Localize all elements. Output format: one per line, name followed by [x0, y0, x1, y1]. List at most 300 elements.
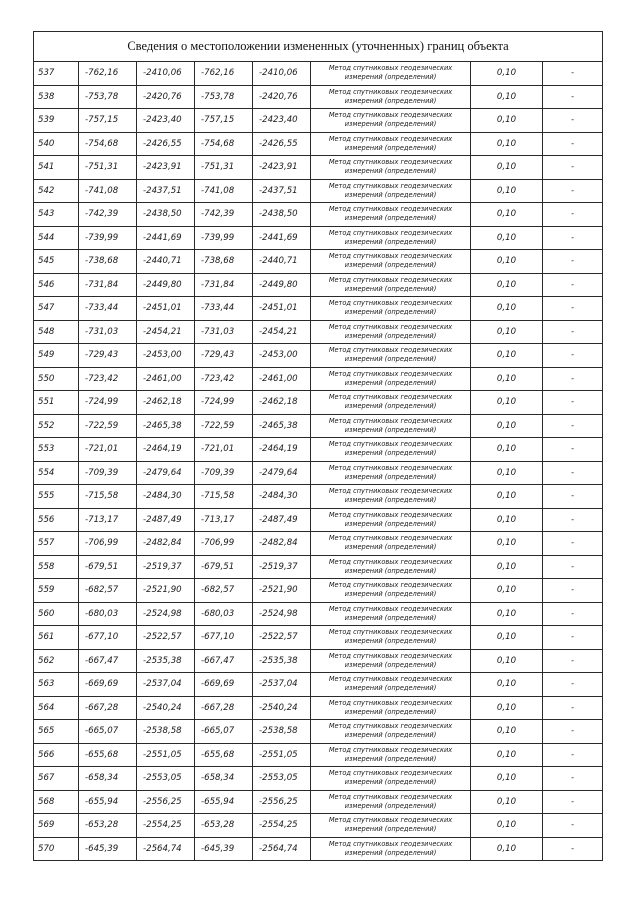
refined-x-cell: -741,08: [195, 179, 253, 203]
table-row: [34, 720, 603, 744]
note-cell: -: [543, 720, 603, 744]
method-cell: Метод спутниковых геодезических измерений (определений): [311, 320, 471, 344]
note-cell: -: [543, 579, 603, 603]
note-cell: -: [543, 344, 603, 368]
refined-y-cell: -2482,84: [253, 532, 311, 556]
method-cell: Метод спутниковых геодезических измерений (определений): [311, 837, 471, 861]
existing-x-cell: -715,58: [79, 485, 137, 509]
existing-y-cell: -2522,57: [137, 626, 195, 650]
refined-x-cell: -653,28: [195, 814, 253, 838]
refined-y-cell: -2437,51: [253, 179, 311, 203]
refined-x-cell: -709,39: [195, 461, 253, 485]
table-row: [34, 391, 603, 415]
point-number-cell: 550: [34, 367, 79, 391]
point-number-cell: 552: [34, 414, 79, 438]
point-number-cell: 553: [34, 438, 79, 462]
point-number-cell: 545: [34, 250, 79, 274]
refined-x-cell: -680,03: [195, 602, 253, 626]
point-number-cell: 538: [34, 85, 79, 109]
method-cell: Метод спутниковых геодезических измерений (определений): [311, 743, 471, 767]
refined-y-cell: -2537,04: [253, 673, 311, 697]
table-row: [34, 344, 603, 368]
table-row: [34, 767, 603, 791]
existing-y-cell: -2423,40: [137, 109, 195, 133]
refined-y-cell: -2453,00: [253, 344, 311, 368]
refined-x-cell: -733,44: [195, 297, 253, 321]
precision-cell: 0,10: [471, 438, 543, 462]
table-row: [34, 132, 603, 156]
table-row: [34, 649, 603, 673]
refined-y-cell: -2564,74: [253, 837, 311, 861]
refined-y-cell: -2540,24: [253, 696, 311, 720]
refined-x-cell: -665,07: [195, 720, 253, 744]
existing-y-cell: -2551,05: [137, 743, 195, 767]
table-row: [34, 626, 603, 650]
refined-x-cell: -722,59: [195, 414, 253, 438]
method-cell: Метод спутниковых геодезических измерений (определений): [311, 555, 471, 579]
note-cell: -: [543, 508, 603, 532]
existing-x-cell: -658,34: [79, 767, 137, 791]
method-cell: Метод спутниковых геодезических измерений (определений): [311, 532, 471, 556]
refined-x-cell: -731,03: [195, 320, 253, 344]
precision-cell: 0,10: [471, 344, 543, 368]
existing-x-cell: -713,17: [79, 508, 137, 532]
refined-x-cell: -677,10: [195, 626, 253, 650]
refined-x-cell: -729,43: [195, 344, 253, 368]
refined-y-cell: -2462,18: [253, 391, 311, 415]
table-row: [34, 673, 603, 697]
note-cell: -: [543, 250, 603, 274]
refined-y-cell: -2438,50: [253, 203, 311, 227]
point-number-cell: 548: [34, 320, 79, 344]
refined-y-cell: -2522,57: [253, 626, 311, 650]
point-number-cell: 565: [34, 720, 79, 744]
method-cell: Метод спутниковых геодезических измерений (определений): [311, 226, 471, 250]
precision-cell: 0,10: [471, 132, 543, 156]
method-cell: Метод спутниковых геодезических измерений (определений): [311, 602, 471, 626]
refined-x-cell: -667,47: [195, 649, 253, 673]
point-number-cell: 564: [34, 696, 79, 720]
note-cell: -: [543, 226, 603, 250]
precision-cell: 0,10: [471, 602, 543, 626]
point-number-cell: 544: [34, 226, 79, 250]
point-number-cell: 566: [34, 743, 79, 767]
existing-x-cell: -731,03: [79, 320, 137, 344]
precision-cell: 0,10: [471, 508, 543, 532]
method-cell: Метод спутниковых геодезических измерений (определений): [311, 485, 471, 509]
existing-x-cell: -667,47: [79, 649, 137, 673]
existing-x-cell: -645,39: [79, 837, 137, 861]
table-row: [34, 743, 603, 767]
existing-y-cell: -2438,50: [137, 203, 195, 227]
refined-x-cell: -667,28: [195, 696, 253, 720]
table-title-row: [34, 32, 603, 62]
note-cell: -: [543, 156, 603, 180]
precision-cell: 0,10: [471, 555, 543, 579]
note-cell: -: [543, 532, 603, 556]
existing-x-cell: -724,99: [79, 391, 137, 415]
existing-y-cell: -2461,00: [137, 367, 195, 391]
note-cell: -: [543, 62, 603, 86]
table-row: [34, 532, 603, 556]
method-cell: Метод спутниковых геодезических измерений (определений): [311, 508, 471, 532]
note-cell: -: [543, 391, 603, 415]
table-row: [34, 837, 603, 861]
existing-y-cell: -2521,90: [137, 579, 195, 603]
note-cell: -: [543, 602, 603, 626]
refined-y-cell: -2524,98: [253, 602, 311, 626]
refined-y-cell: -2556,25: [253, 790, 311, 814]
precision-cell: 0,10: [471, 109, 543, 133]
note-cell: -: [543, 743, 603, 767]
boundary-coordinates-table: [33, 31, 603, 861]
table-row: [34, 555, 603, 579]
precision-cell: 0,10: [471, 532, 543, 556]
refined-x-cell: -757,15: [195, 109, 253, 133]
existing-x-cell: -738,68: [79, 250, 137, 274]
table-row: [34, 250, 603, 274]
point-number-cell: 542: [34, 179, 79, 203]
table-row: [34, 367, 603, 391]
note-cell: -: [543, 461, 603, 485]
refined-x-cell: -753,78: [195, 85, 253, 109]
method-cell: Метод спутниковых геодезических измерений (определений): [311, 626, 471, 650]
refined-x-cell: -682,57: [195, 579, 253, 603]
existing-x-cell: -680,03: [79, 602, 137, 626]
existing-y-cell: -2454,21: [137, 320, 195, 344]
precision-cell: 0,10: [471, 743, 543, 767]
table-row: [34, 156, 603, 180]
point-number-cell: 557: [34, 532, 79, 556]
refined-y-cell: -2465,38: [253, 414, 311, 438]
precision-cell: 0,10: [471, 696, 543, 720]
existing-y-cell: -2437,51: [137, 179, 195, 203]
refined-y-cell: -2426,55: [253, 132, 311, 156]
precision-cell: 0,10: [471, 391, 543, 415]
existing-y-cell: -2423,91: [137, 156, 195, 180]
table-title: Сведения о местоположении измененных (уточненных) границ объекта: [34, 32, 603, 62]
point-number-cell: 554: [34, 461, 79, 485]
note-cell: -: [543, 555, 603, 579]
precision-cell: 0,10: [471, 814, 543, 838]
refined-x-cell: -762,16: [195, 62, 253, 86]
refined-x-cell: -723,42: [195, 367, 253, 391]
note-cell: -: [543, 649, 603, 673]
method-cell: Метод спутниковых геодезических измерений (определений): [311, 367, 471, 391]
existing-y-cell: -2465,38: [137, 414, 195, 438]
refined-y-cell: -2410,06: [253, 62, 311, 86]
existing-y-cell: -2453,00: [137, 344, 195, 368]
point-number-cell: 568: [34, 790, 79, 814]
existing-x-cell: -721,01: [79, 438, 137, 462]
existing-x-cell: -741,08: [79, 179, 137, 203]
point-number-cell: 537: [34, 62, 79, 86]
method-cell: Метод спутниковых геодезических измерений (определений): [311, 767, 471, 791]
existing-y-cell: -2420,76: [137, 85, 195, 109]
refined-y-cell: -2535,38: [253, 649, 311, 673]
method-cell: Метод спутниковых геодезических измерений (определений): [311, 579, 471, 603]
precision-cell: 0,10: [471, 790, 543, 814]
point-number-cell: 562: [34, 649, 79, 673]
refined-x-cell: -713,17: [195, 508, 253, 532]
refined-x-cell: -731,84: [195, 273, 253, 297]
point-number-cell: 546: [34, 273, 79, 297]
existing-x-cell: -762,16: [79, 62, 137, 86]
existing-y-cell: -2487,49: [137, 508, 195, 532]
existing-y-cell: -2535,38: [137, 649, 195, 673]
table-row: [34, 320, 603, 344]
existing-x-cell: -667,28: [79, 696, 137, 720]
method-cell: Метод спутниковых геодезических измерений (определений): [311, 391, 471, 415]
precision-cell: 0,10: [471, 250, 543, 274]
refined-x-cell: -655,68: [195, 743, 253, 767]
method-cell: Метод спутниковых геодезических измерений (определений): [311, 696, 471, 720]
refined-y-cell: -2551,05: [253, 743, 311, 767]
existing-x-cell: -753,78: [79, 85, 137, 109]
note-cell: -: [543, 297, 603, 321]
table-row: [34, 203, 603, 227]
point-number-cell: 551: [34, 391, 79, 415]
existing-x-cell: -723,42: [79, 367, 137, 391]
refined-x-cell: -751,31: [195, 156, 253, 180]
note-cell: -: [543, 132, 603, 156]
point-number-cell: 549: [34, 344, 79, 368]
refined-y-cell: -2449,80: [253, 273, 311, 297]
existing-y-cell: -2479,64: [137, 461, 195, 485]
refined-y-cell: -2538,58: [253, 720, 311, 744]
existing-y-cell: -2482,84: [137, 532, 195, 556]
point-number-cell: 556: [34, 508, 79, 532]
point-number-cell: 540: [34, 132, 79, 156]
point-number-cell: 559: [34, 579, 79, 603]
refined-y-cell: -2479,64: [253, 461, 311, 485]
precision-cell: 0,10: [471, 673, 543, 697]
existing-x-cell: -665,07: [79, 720, 137, 744]
note-cell: -: [543, 790, 603, 814]
existing-y-cell: -2426,55: [137, 132, 195, 156]
existing-y-cell: -2440,71: [137, 250, 195, 274]
table-row: [34, 414, 603, 438]
existing-x-cell: -742,39: [79, 203, 137, 227]
point-number-cell: 541: [34, 156, 79, 180]
refined-y-cell: -2461,00: [253, 367, 311, 391]
existing-y-cell: -2553,05: [137, 767, 195, 791]
existing-x-cell: -757,15: [79, 109, 137, 133]
refined-x-cell: -715,58: [195, 485, 253, 509]
existing-x-cell: -754,68: [79, 132, 137, 156]
note-cell: -: [543, 85, 603, 109]
table-row: [34, 790, 603, 814]
refined-y-cell: -2521,90: [253, 579, 311, 603]
method-cell: Метод спутниковых геодезических измерений (определений): [311, 203, 471, 227]
precision-cell: 0,10: [471, 179, 543, 203]
precision-cell: 0,10: [471, 203, 543, 227]
method-cell: Метод спутниковых геодезических измерений (определений): [311, 673, 471, 697]
method-cell: Метод спутниковых геодезических измерений (определений): [311, 344, 471, 368]
precision-cell: 0,10: [471, 414, 543, 438]
table-row: [34, 485, 603, 509]
existing-x-cell: -655,94: [79, 790, 137, 814]
refined-y-cell: -2487,49: [253, 508, 311, 532]
existing-y-cell: -2554,25: [137, 814, 195, 838]
method-cell: Метод спутниковых геодезических измерений (определений): [311, 461, 471, 485]
method-cell: Метод спутниковых геодезических измерений (определений): [311, 109, 471, 133]
table-row: [34, 602, 603, 626]
existing-y-cell: -2484,30: [137, 485, 195, 509]
note-cell: -: [543, 273, 603, 297]
precision-cell: 0,10: [471, 62, 543, 86]
refined-x-cell: -658,34: [195, 767, 253, 791]
refined-x-cell: -721,01: [195, 438, 253, 462]
refined-x-cell: -706,99: [195, 532, 253, 556]
existing-y-cell: -2462,18: [137, 391, 195, 415]
method-cell: Метод спутниковых геодезических измерений (определений): [311, 250, 471, 274]
note-cell: -: [543, 814, 603, 838]
precision-cell: 0,10: [471, 649, 543, 673]
method-cell: Метод спутниковых геодезических измерений (определений): [311, 62, 471, 86]
existing-y-cell: -2449,80: [137, 273, 195, 297]
method-cell: Метод спутниковых геодезических измерений (определений): [311, 132, 471, 156]
refined-x-cell: -724,99: [195, 391, 253, 415]
existing-y-cell: -2410,06: [137, 62, 195, 86]
method-cell: Метод спутниковых геодезических измерений (определений): [311, 273, 471, 297]
precision-cell: 0,10: [471, 320, 543, 344]
point-number-cell: 561: [34, 626, 79, 650]
existing-y-cell: -2556,25: [137, 790, 195, 814]
existing-x-cell: -677,10: [79, 626, 137, 650]
refined-x-cell: -655,94: [195, 790, 253, 814]
existing-x-cell: -655,68: [79, 743, 137, 767]
table-row: [34, 297, 603, 321]
method-cell: Метод спутниковых геодезических измерений (определений): [311, 414, 471, 438]
existing-y-cell: -2540,24: [137, 696, 195, 720]
point-number-cell: 563: [34, 673, 79, 697]
note-cell: -: [543, 485, 603, 509]
existing-x-cell: -706,99: [79, 532, 137, 556]
note-cell: -: [543, 367, 603, 391]
existing-x-cell: -729,43: [79, 344, 137, 368]
method-cell: Метод спутниковых геодезических измерений (определений): [311, 720, 471, 744]
refined-y-cell: -2440,71: [253, 250, 311, 274]
precision-cell: 0,10: [471, 485, 543, 509]
point-number-cell: 558: [34, 555, 79, 579]
note-cell: -: [543, 626, 603, 650]
precision-cell: 0,10: [471, 626, 543, 650]
existing-x-cell: -653,28: [79, 814, 137, 838]
method-cell: Метод спутниковых геодезических измерений (определений): [311, 790, 471, 814]
existing-x-cell: -679,51: [79, 555, 137, 579]
method-cell: Метод спутниковых геодезических измерений (определений): [311, 438, 471, 462]
precision-cell: 0,10: [471, 226, 543, 250]
table-row: [34, 461, 603, 485]
table-row: [34, 508, 603, 532]
existing-y-cell: -2451,01: [137, 297, 195, 321]
refined-y-cell: -2451,01: [253, 297, 311, 321]
document-sheet: [33, 31, 602, 861]
precision-cell: 0,10: [471, 579, 543, 603]
table-row: [34, 579, 603, 603]
refined-y-cell: -2441,69: [253, 226, 311, 250]
refined-x-cell: -742,39: [195, 203, 253, 227]
existing-x-cell: -709,39: [79, 461, 137, 485]
table-row: [34, 62, 603, 86]
refined-x-cell: -739,99: [195, 226, 253, 250]
refined-x-cell: -679,51: [195, 555, 253, 579]
existing-y-cell: -2441,69: [137, 226, 195, 250]
refined-y-cell: -2553,05: [253, 767, 311, 791]
note-cell: -: [543, 109, 603, 133]
refined-y-cell: -2454,21: [253, 320, 311, 344]
existing-y-cell: -2524,98: [137, 602, 195, 626]
existing-y-cell: -2564,74: [137, 837, 195, 861]
table-row: [34, 438, 603, 462]
existing-x-cell: -733,44: [79, 297, 137, 321]
point-number-cell: 567: [34, 767, 79, 791]
existing-x-cell: -669,69: [79, 673, 137, 697]
table-body: [34, 62, 603, 861]
point-number-cell: 539: [34, 109, 79, 133]
table-row: [34, 696, 603, 720]
note-cell: -: [543, 320, 603, 344]
point-number-cell: 569: [34, 814, 79, 838]
precision-cell: 0,10: [471, 720, 543, 744]
precision-cell: 0,10: [471, 273, 543, 297]
refined-y-cell: -2484,30: [253, 485, 311, 509]
refined-y-cell: -2554,25: [253, 814, 311, 838]
point-number-cell: 555: [34, 485, 79, 509]
refined-y-cell: -2464,19: [253, 438, 311, 462]
method-cell: Метод спутниковых геодезических измерений (определений): [311, 814, 471, 838]
method-cell: Метод спутниковых геодезических измерений (определений): [311, 179, 471, 203]
existing-x-cell: -722,59: [79, 414, 137, 438]
note-cell: -: [543, 179, 603, 203]
method-cell: Метод спутниковых геодезических измерений (определений): [311, 297, 471, 321]
method-cell: Метод спутниковых геодезических измерений (определений): [311, 156, 471, 180]
refined-x-cell: -669,69: [195, 673, 253, 697]
precision-cell: 0,10: [471, 156, 543, 180]
point-number-cell: 543: [34, 203, 79, 227]
existing-y-cell: -2464,19: [137, 438, 195, 462]
table-row: [34, 179, 603, 203]
existing-x-cell: -751,31: [79, 156, 137, 180]
note-cell: -: [543, 696, 603, 720]
precision-cell: 0,10: [471, 297, 543, 321]
refined-x-cell: -645,39: [195, 837, 253, 861]
precision-cell: 0,10: [471, 837, 543, 861]
method-cell: Метод спутниковых геодезических измерений (определений): [311, 649, 471, 673]
note-cell: -: [543, 438, 603, 462]
existing-x-cell: -731,84: [79, 273, 137, 297]
point-number-cell: 547: [34, 297, 79, 321]
note-cell: -: [543, 414, 603, 438]
table-row: [34, 273, 603, 297]
table-row: [34, 814, 603, 838]
precision-cell: 0,10: [471, 461, 543, 485]
table-row: [34, 109, 603, 133]
point-number-cell: 570: [34, 837, 79, 861]
note-cell: -: [543, 837, 603, 861]
refined-x-cell: -738,68: [195, 250, 253, 274]
refined-x-cell: -754,68: [195, 132, 253, 156]
note-cell: -: [543, 673, 603, 697]
table-row: [34, 226, 603, 250]
refined-y-cell: -2420,76: [253, 85, 311, 109]
refined-y-cell: -2423,91: [253, 156, 311, 180]
method-cell: Метод спутниковых геодезических измерений (определений): [311, 85, 471, 109]
existing-y-cell: -2519,37: [137, 555, 195, 579]
precision-cell: 0,10: [471, 367, 543, 391]
point-number-cell: 560: [34, 602, 79, 626]
